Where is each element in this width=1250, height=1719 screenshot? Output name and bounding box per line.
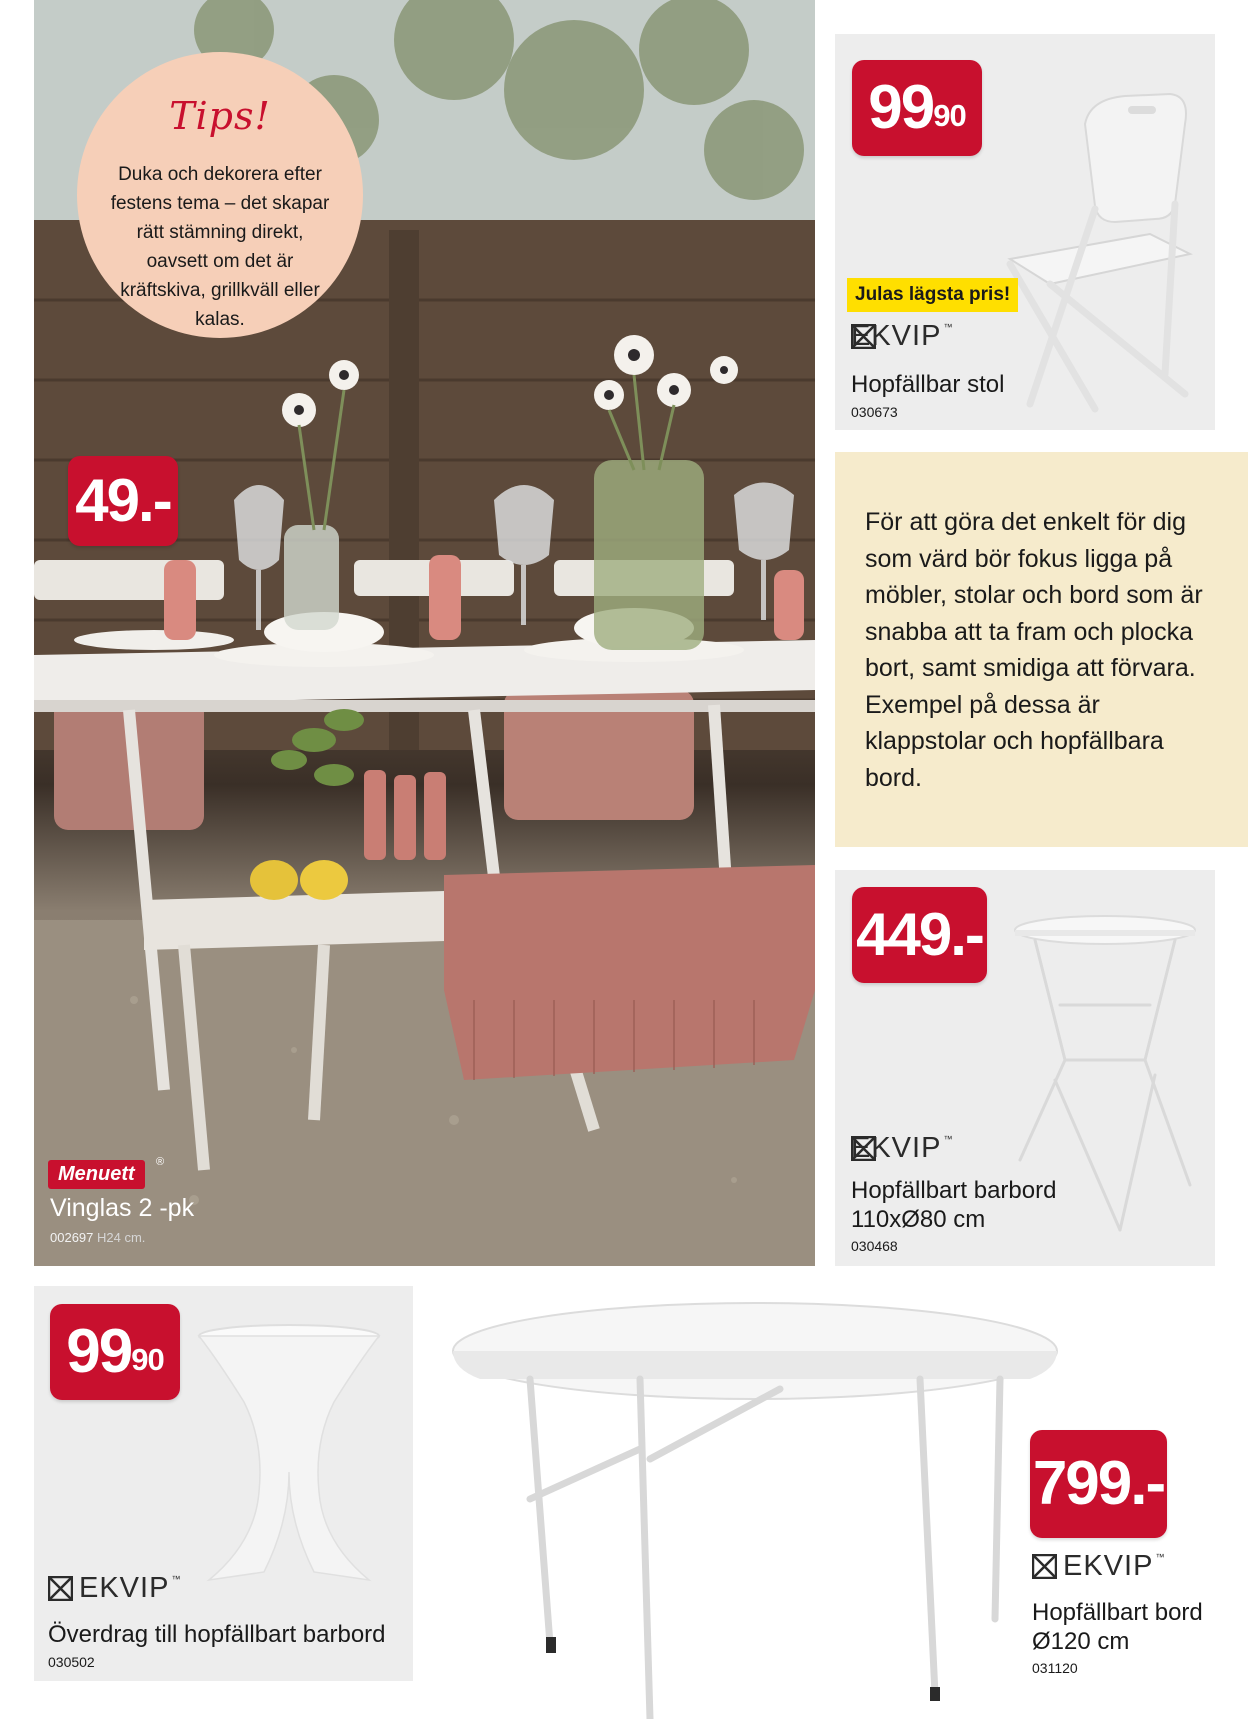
ekvip-logo-icon [1032, 1554, 1057, 1579]
wineglass-code [50, 1230, 145, 1245]
wineglass-name: Vinglas 2 -pk [50, 1194, 195, 1222]
bartable-brand-logo [851, 1132, 953, 1165]
round-table-price: 799.- [1032, 1449, 1165, 1518]
round-table-code: 031120 [1032, 1660, 1078, 1676]
bartable-brand-name: EKVIP [851, 1132, 942, 1164]
chair-offer-panel [835, 34, 1215, 430]
bartable-code: 030468 [851, 1238, 898, 1254]
ekvip-logo-icon [851, 1136, 876, 1161]
hero-photo [34, 0, 815, 1266]
bartable-name-line1: Hopfällbart barbord [851, 1177, 1057, 1204]
trademark-mark: ™ [1155, 1551, 1166, 1562]
info-text: För att göra det enkelt för dig som värd bör fokus ligga på möbler, stolar och bord som är snabba att ta fram och plocka bort, samt smidiga att förvara. Exempel på dessa är klappstolar och hopfällbara bord. [865, 508, 1203, 792]
tips-title: Tips! [169, 94, 271, 138]
cover-brand-logo [48, 1572, 181, 1605]
bartable-name [851, 1176, 1056, 1234]
menuett-logo: Menuett [48, 1160, 145, 1189]
cover-brand-name: EKVIP [79, 1572, 170, 1604]
tips-text: Duka och dekorera efter festens tema – det skapar rätt stämning direkt, oavsett om det är kräftskiva, grillkväll eller kalas. [110, 164, 330, 330]
cover-offer-panel [34, 1286, 413, 1681]
trademark-mark: ™ [171, 1573, 182, 1584]
round-table-price-tag [1030, 1430, 1167, 1538]
cover-price-whole: 99 [66, 1317, 132, 1386]
lowest-price-badge: Julas lägsta pris! [847, 278, 1018, 312]
bartable-price-tag [852, 887, 987, 983]
folding-chair-image [990, 84, 1210, 414]
chair-brand-logo [851, 320, 953, 353]
bartable-price: 449.- [856, 901, 983, 968]
bartable-name-line2: 110xØ80 cm [851, 1206, 986, 1233]
round-table-name-line1: Hopfällbart bord [1032, 1599, 1203, 1626]
cover-code: 030502 [48, 1654, 95, 1670]
ekvip-logo-icon [48, 1576, 73, 1601]
round-table-image [450, 1299, 1070, 1719]
trademark-mark: ™ [943, 321, 954, 332]
wineglass-article-number: 002697 [50, 1230, 94, 1245]
wineglass-price: 49.- [75, 467, 171, 534]
chair-price-tag [852, 60, 982, 156]
table-cover-image [189, 1322, 389, 1582]
chair-code: 030673 [851, 404, 898, 420]
bartable-offer-panel [835, 870, 1215, 1266]
round-table-brand-logo [1032, 1550, 1165, 1583]
wineglass-price-tag [68, 456, 178, 546]
round-table-name-line2: Ø120 cm [1032, 1628, 1130, 1655]
registered-mark: ® [156, 1156, 165, 1168]
chair-brand-name: EKVIP [851, 320, 942, 352]
info-panel [835, 452, 1248, 847]
chair-price-whole: 99 [868, 73, 934, 142]
ekvip-logo-icon [851, 324, 876, 349]
cover-name: Överdrag till hopfällbart barbord [48, 1621, 386, 1648]
cover-price-tag [50, 1304, 180, 1400]
chair-price-decimal: 90 [933, 97, 966, 133]
trademark-mark: ™ [943, 1133, 954, 1144]
wineglass-height: H24 cm. [97, 1230, 146, 1245]
round-table-brand-name: EKVIP [1063, 1550, 1154, 1582]
chair-name: Hopfällbar stol [851, 371, 1005, 398]
cover-price-decimal: 90 [131, 1341, 164, 1377]
round-table-name [1032, 1598, 1203, 1656]
tips-bubble [77, 52, 363, 338]
